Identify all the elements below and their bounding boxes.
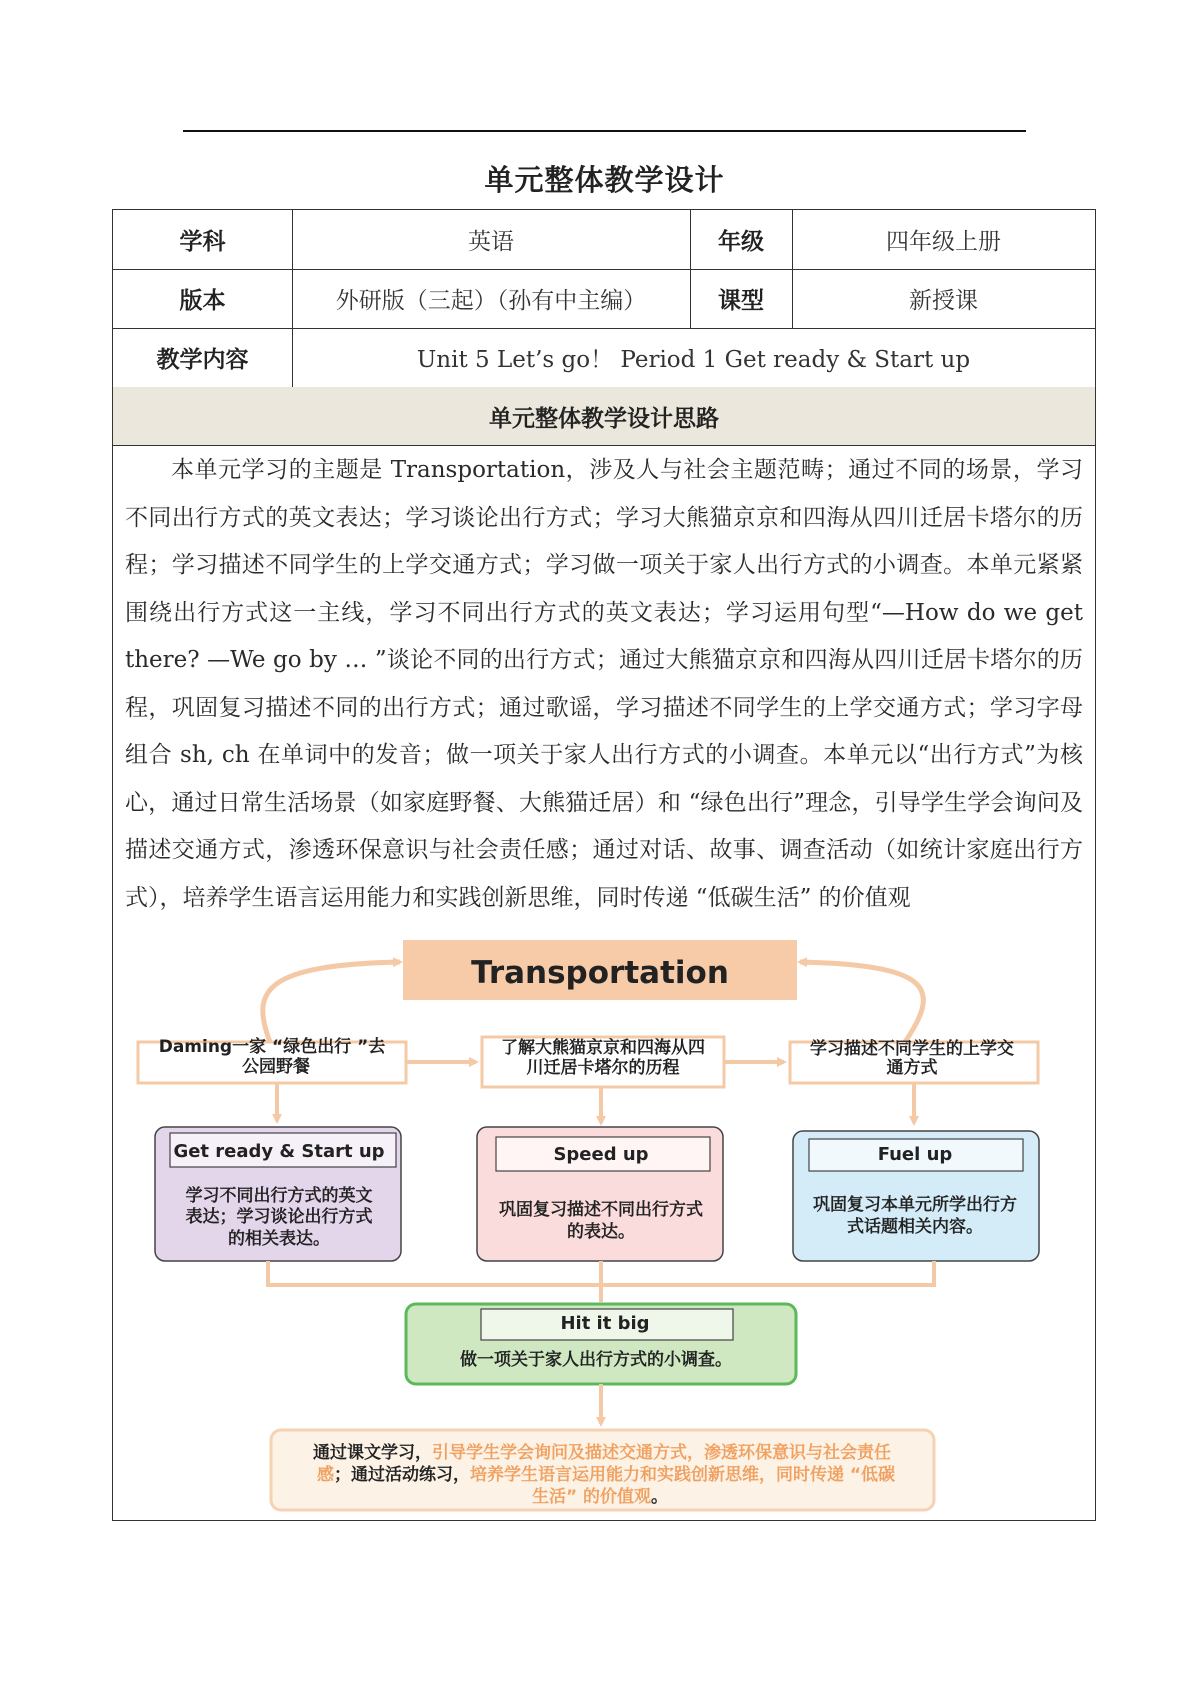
- grade-label: 年级: [718, 229, 764, 255]
- stage-1-line-2: 表达；学习谈论出行方式: [185, 1207, 373, 1227]
- scene-2-line-2: 川迁居卡塔尔的历程: [526, 1058, 680, 1078]
- content-label: 教学内容: [156, 347, 249, 373]
- stage-1-line-1: 学习不同出行方式的英文: [185, 1186, 373, 1206]
- scene-1-line-2: 公园野餐: [242, 1057, 310, 1077]
- diagram-title: Transportation: [471, 955, 729, 991]
- scene-3-line-2: 通方式: [886, 1058, 938, 1078]
- stage-1-title: Get ready & Start up: [173, 1141, 385, 1162]
- stage-3-title: Fuel up: [877, 1144, 953, 1165]
- scene-3-line-1: 学习描述不同学生的上学交: [810, 1039, 1014, 1059]
- stage-3-line-1: 巩固复习本单元所学出行方: [813, 1195, 1017, 1215]
- summary-line-1: 通过课文学习，引导学生学会询问及描述交通方式，渗透环保意识与社会责任: [313, 1443, 891, 1463]
- stage-2-line-1: 巩固复习描述不同出行方式: [499, 1200, 703, 1220]
- subject-label: 学科: [179, 229, 226, 255]
- stage-1-line-3: 的相关表达。: [228, 1229, 330, 1249]
- scene-1-line-1: Daming一家 “绿色出行 ”去: [158, 1037, 386, 1057]
- subject-value: 英语: [468, 229, 514, 255]
- page-title: 单元整体教学设计: [484, 163, 725, 197]
- design-paragraph: 本单元学习的主题是 Transportation，涉及人与社会主题范畴；通过不同的场景，学习不同出行方式的英文表达；学习谈论出行方式；学习大熊猫京京和四海从四川迁居卡塔尔的历程；学习描述不同学生的上学交通方式；学习做一项关于家人出行方式的小调查。本单元紧紧围绕出行方式这一主线，学习不同出行方式的英文表达；学习运用句型“—How do we get there? —We go by … ”谈论不同的出行方式；通过大熊猫京京和四海从四川迁居卡塔尔的历程，巩固复习描述不同的出行方式；通过歌谣，学习描述不同学生的上学交通方式；学习字母组合 sh, ch 在单词中的发音；做一项关于家人出行方式的小调查。本单元以“出行方式”为核心，通过日常生活场景（如家庭野餐、大熊猫迁居）和 “绿色出行”理念，引导学生学会询问及描述交通方式，渗透环保意识与社会责任感；通过对话、故事、调查活动（如统计家庭出行方式），培养学生语言运用能力和实践创新思维，同时传递 “低碳生活” 的价值观: [125, 457, 1083, 911]
- content-value: Unit 5 Let’s go！ Period 1 Get ready & Start up: [416, 347, 971, 373]
- lesson-type-value: 新授课: [909, 288, 978, 314]
- stage-2-title: Speed up: [553, 1144, 649, 1165]
- stage-4-title: Hit it big: [560, 1313, 650, 1334]
- stage-2-line-2: 的表达。: [567, 1222, 635, 1242]
- arc-connector: [800, 962, 923, 1042]
- edition-label: 版本: [179, 288, 226, 314]
- summary-line-3: 生活” 的价值观。: [531, 1487, 669, 1507]
- section-heading: 单元整体教学设计思路: [113, 387, 1095, 445]
- scene-2-line-1: 了解大熊猫京京和四海从四: [501, 1038, 705, 1058]
- stage-4-line-1: 做一项关于家人出行方式的小调查。: [460, 1350, 732, 1370]
- summary-line-2: 感；通过活动练习，培养学生语言运用能力和实践创新思维，同时传递 “低碳: [316, 1465, 896, 1485]
- lesson-type-label: 课型: [718, 288, 764, 314]
- stage-3-line-2: 式话题相关内容。: [847, 1217, 983, 1237]
- arc-connector: [263, 962, 400, 1042]
- grade-value: 四年级上册: [886, 229, 1001, 255]
- edition-value: 外研版（三起）（孙有中主编）: [335, 288, 647, 314]
